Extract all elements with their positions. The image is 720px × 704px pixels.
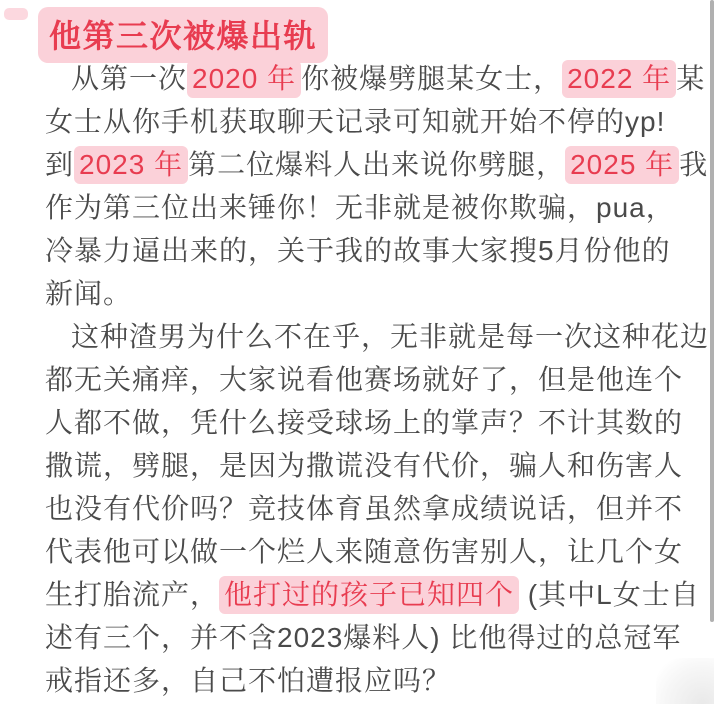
- text-line: [45, 100, 700, 143]
- text-line: [45, 659, 700, 702]
- highlight-text: 2023 年: [74, 146, 188, 184]
- text-segment: 某: [676, 63, 706, 94]
- post-title: [38, 7, 328, 63]
- text-line: [45, 229, 700, 272]
- text-segment: 女士从你手机获取聊天记录可知就开始不停的yp!: [45, 106, 666, 137]
- text-segment: 第二位爆料人出来说你劈腿，: [188, 149, 566, 180]
- text-segment: 冷暴力逼出来的，关于我的故事大家搜5月份他的: [45, 235, 671, 266]
- scrollbar-thumb[interactable]: [710, 0, 714, 622]
- text-segment: 都无关痛痒，大家说看他赛场就好了，但是他连个: [45, 364, 684, 395]
- post-body: [45, 57, 710, 702]
- text-line: [45, 487, 700, 530]
- text-segment: 也没有代价吗？竞技体育虽然拿成绩说话，但并不: [45, 493, 684, 524]
- text-segment: 到: [45, 149, 75, 180]
- highlight-text: 2025 年: [565, 146, 679, 184]
- text-segment: (其中L女士自: [519, 579, 700, 610]
- text-segment: 这种渣男为什么不在乎，无非就是每一次这种花边: [71, 321, 710, 352]
- text-segment: 戒指还多，自己不怕遭报应吗？: [45, 665, 452, 696]
- text-line: [45, 272, 700, 315]
- text-line: [45, 616, 700, 659]
- text-segment: 新闻。: [45, 278, 133, 309]
- text-segment: 你被爆劈腿某女士，: [301, 63, 563, 94]
- text-line: [45, 57, 706, 100]
- text-line: [45, 401, 700, 444]
- post-title-text: 他第三次被爆出轨: [38, 7, 328, 63]
- cutoff-highlight-sliver: [4, 8, 28, 20]
- text-segment: 代表他可以做一个烂人来随意伤害别人，让几个女: [45, 536, 684, 567]
- text-line: [45, 444, 700, 487]
- text-line: [45, 315, 710, 358]
- corner-shadow: [656, 658, 714, 704]
- text-line: [45, 186, 700, 229]
- text-line: [45, 143, 709, 186]
- text-line: [45, 530, 700, 573]
- highlight-text: 2022 年: [562, 60, 676, 98]
- text-segment: 我: [679, 149, 709, 180]
- text-segment: 人都不做，凭什么接受球场上的掌声？不计其数的: [45, 407, 684, 438]
- text-segment: 从第一次: [71, 63, 188, 94]
- text-segment: 作为第三位出来锤你！无非就是被你欺骗，pua，: [45, 192, 675, 223]
- text-segment: 述有三个，并不含2023爆料人) 比他得过的总冠军: [45, 622, 682, 653]
- text-segment: 生打胎流产，: [45, 579, 220, 610]
- highlight-text: 2020 年: [187, 60, 301, 98]
- text-segment: 撒谎，劈腿，是因为撒谎没有代价，骗人和伤害人: [45, 450, 684, 481]
- highlight-text: 他打过的孩子已知四个: [219, 576, 519, 614]
- text-line: [45, 573, 700, 616]
- text-line: [45, 358, 700, 401]
